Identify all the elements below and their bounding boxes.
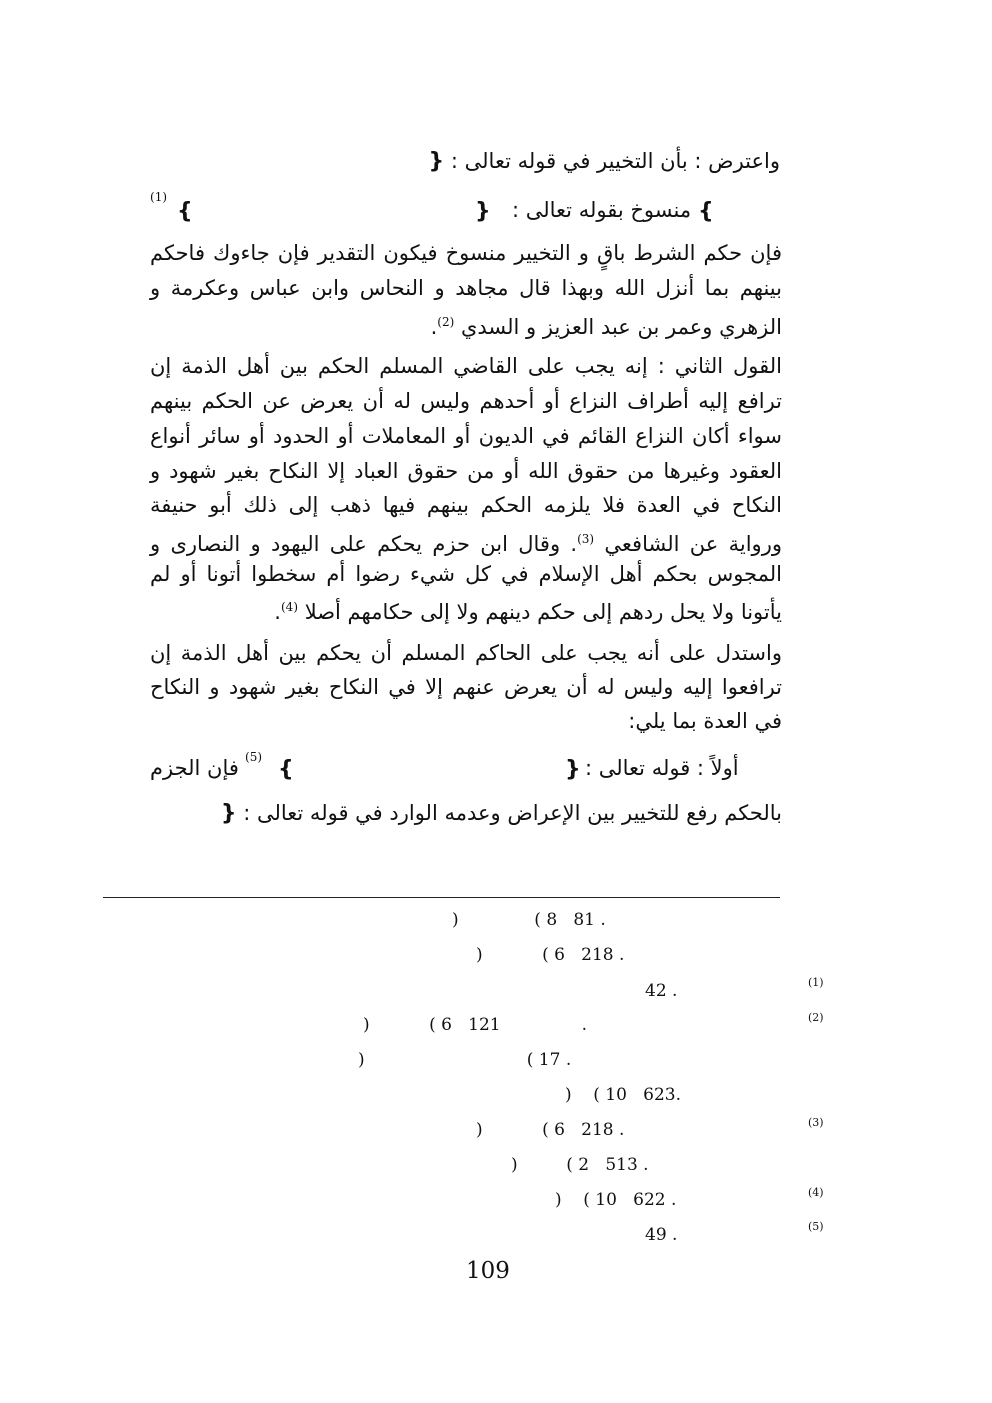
footnote-marker-1: (1)	[808, 976, 824, 989]
body-line-4: بينهم بما أنزل الله وبهذا قال مجاهد و النحاس وابن عباس وعكرمة و	[150, 276, 782, 300]
footnote-marker-4: (4)	[808, 1186, 824, 1199]
quote-brace-open: {	[565, 757, 581, 782]
body-line-13	[240, 594, 782, 625]
body-line-1	[388, 148, 780, 175]
page-number: 109	[466, 1258, 510, 1284]
body-line-9: العقود وغيرها من حقوق الله أو من حقوق العباد إلا النكاح بغير شهود و	[150, 459, 782, 483]
quote-brace-open: {	[220, 801, 237, 826]
body-line-8: سواء أكان النزاع القائم في الديون أو المعاملات أو الحدود أو سائر أنواع	[150, 424, 782, 448]
quote-brace-open: {	[475, 199, 491, 224]
body-text: واعترض : بأن التخيير في قوله تعالى :	[450, 149, 780, 173]
footnote-line-3: 42 .	[645, 981, 678, 1001]
quote-brace-open: {	[428, 149, 445, 174]
footnote-line-5: ) ( 17 .	[358, 1050, 572, 1070]
footnote-line-8: ) ( 2 513 .	[511, 1155, 649, 1175]
footnote-line-7: ) ( 6 218 .	[476, 1120, 625, 1140]
footnote-ref-1: (1)	[150, 190, 168, 204]
footnote-marker-5: (5)	[808, 1220, 824, 1233]
body-line-11	[150, 526, 782, 557]
body-line-18	[185, 800, 782, 827]
body-line-2: منسوخ بقوله تعالى :	[512, 198, 692, 222]
quote-brace-close: }	[698, 199, 714, 224]
footnote-ref-2: (2)	[437, 315, 455, 329]
body-text: . وقال ابن حزم يحكم على اليهود و النصارى و	[150, 532, 578, 556]
period: .	[430, 315, 438, 339]
body-line-3: فإن حكم الشرط باقٍ و التخيير منسوخ فيكون التقدير فإن جاءوك فاحكم	[150, 241, 782, 265]
footnote-ref-5: (5)	[245, 750, 263, 764]
period: .	[274, 600, 281, 624]
footnote-separator	[103, 897, 780, 898]
body-line-12: المجوس بحكم أهل الإسلام في كل شيء رضوا أم سخطوا أتونا أو لم	[150, 562, 782, 586]
footnote-line-10: 49 .	[645, 1225, 678, 1245]
body-text: فإن الجزم	[150, 756, 239, 780]
footnote-ref-3: (3)	[577, 532, 595, 546]
body-line-10: النكاح في العدة فلا يلزمه الحكم بينهم فيها ذهب إلى ذلك أبو حنيفة	[150, 493, 782, 517]
body-text: ورواية عن الشافعي	[604, 532, 782, 556]
footnote-line-6: ) ( 10 623.	[565, 1085, 681, 1105]
footnote-line-1: ) ( 8 81 .	[452, 910, 606, 930]
body-line-16: في العدة بما يلي:	[628, 709, 782, 733]
body-text: بالحكم رفع للتخيير بين الإعراض وعدمه الوارد في قوله تعالى :	[243, 801, 782, 825]
footnote-line-2: ) ( 6 218 .	[476, 945, 625, 965]
body-text: يأتونا ولا يحل ردهم إلى حكم دينهم ولا إلى حكامهم أصلا	[304, 600, 782, 624]
footnote-marker-3: (3)	[808, 1116, 824, 1129]
body-line-7: ترافع إليه أطراف النزاع أو أحدهم وليس له أن يعرض عن الحكم بينهم	[150, 389, 782, 413]
body-line-15: ترافعوا إليه وليس له أن يعرض عنهم إلا في النكاح بغير شهود و النكاح	[150, 675, 782, 699]
quote-brace-close: }	[177, 199, 193, 224]
body-text: الزهري وعمر بن عبد العزيز و السدي	[460, 315, 782, 339]
footnote-ref-4: (4)	[280, 600, 298, 614]
footnote-line-9: ) ( 10 622 .	[555, 1190, 677, 1210]
body-line-14: واستدل على أنه يجب على الحاكم المسلم أن يحكم بين أهل الذمة إن	[150, 641, 782, 665]
footnote-marker-2: (2)	[808, 1011, 824, 1024]
body-line-17: أولاً : قوله تعالى :	[585, 756, 739, 780]
body-line-5	[425, 309, 782, 340]
footnote-line-4: ) ( 6 121 .	[363, 1015, 588, 1035]
quote-brace-close: }	[278, 757, 294, 782]
body-line-6: القول الثاني : إنه يجب على القاضي المسلم الحكم بين أهل الذمة إن	[150, 354, 782, 378]
